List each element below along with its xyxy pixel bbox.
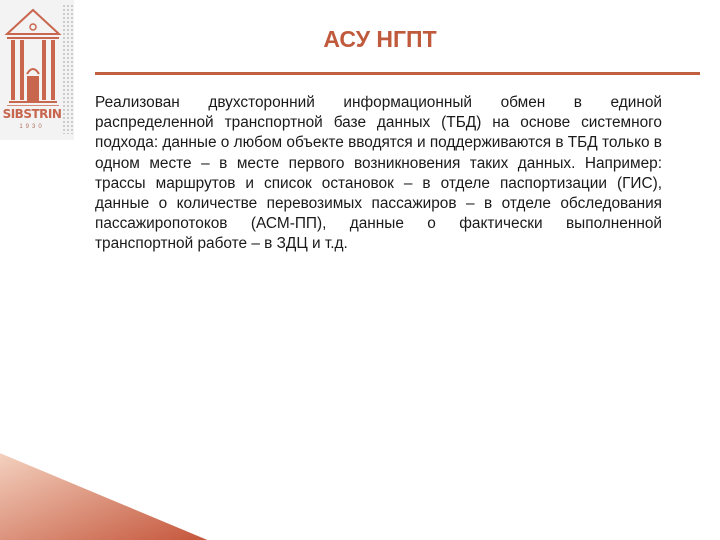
slide-title: АСУ НГПТ <box>323 26 437 52</box>
slide-body-text: Реализован двухсторонний информационный обмен в единой распределенной транспортной базе данных (ТБД) на основе системного подхода: данные о любом объекте вводятся и поддерживаются в ТБД только в одном месте – в месте первого возникновения таких данных. Например: трассы маршрутов и список остановок – в отделе паспортизации (ГИС), данные о количестве перевозимых пассажиров – в отделе обследования пассажиропотоков (АСМ-ПП), данные о фактически выполненной транспортной работе – в ЗДЦ и т.д. <box>95 94 662 253</box>
building-facade-icon <box>3 6 63 106</box>
university-logo <box>0 0 74 140</box>
decorative-corner-wedge <box>0 440 210 540</box>
title-underline <box>95 72 700 75</box>
logo-text: SIBSTRIN <box>2 107 62 121</box>
logo-year: 1930 <box>19 124 45 130</box>
